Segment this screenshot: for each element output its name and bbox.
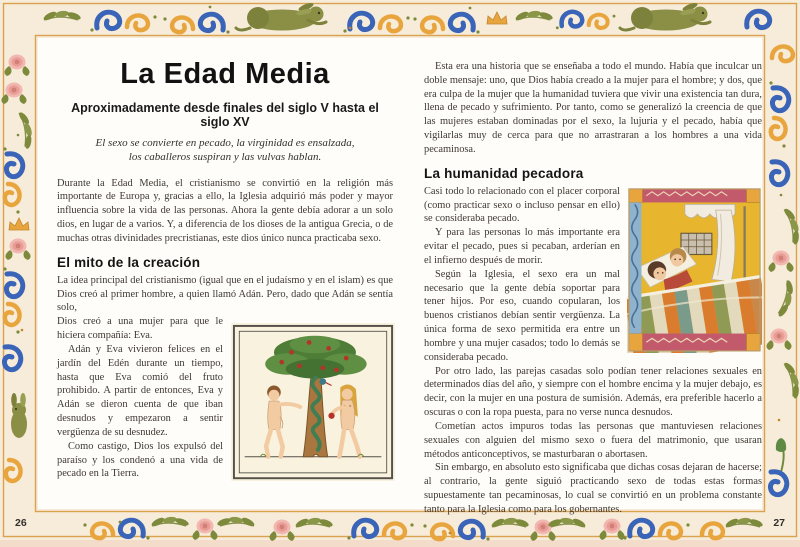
creation-paragraph-1: La idea principal del cristianismo (igual que en el judaísmo y en el islam) es que Dios creó al primer hombre, a quien llamó Adán. Pero, dado que Adán se sentía solo, (57, 274, 393, 314)
adam-eve-illustration-svg (231, 323, 395, 481)
creation-wrap-row (57, 315, 393, 481)
page-title: La Edad Media (120, 58, 330, 90)
tagline-line-1: El sexo se convierte en pecado, la virginidad es ensalzada, (95, 137, 355, 149)
tagline (57, 136, 393, 165)
sinful-text-column (424, 185, 620, 365)
sinful-paragraph-5: Cometían actos impuros todas las personas que mantuviesen relaciones sexuales con alguien del mismo sexo o fuera del matrimonio, que usaran métodos anticonceptivos, se masturbaran o abortasen. (424, 420, 762, 460)
sinful-paragraph-3: Según la Iglesia, el sexo era un mal necesario que la gente debía soportar para tener hijos. Por eso, cuando copularan, los buenos cristianos debían sentir vergüenza. La única forma de sexo permitida era entre un hombre y una mujer casados; todo lo demás se consideraba pecado. (424, 268, 620, 363)
creation-paragraph-2: Dios creó a una mujer para que le hiciera compañía: Eva. (57, 316, 223, 342)
sinful-paragraph-1: Casi todo lo relacionado con el placer corporal (como practicar sexo o incluso pensar en ello) se consideraba pecado. (424, 185, 620, 225)
right-top-paragraph: Esta era una historia que se enseñaba a todo el mundo. Había que inculcar un doble mensaje: uno, que Dios había creado a la mujer para el hombre; y dos, que era culpa de la mujer que la humanidad tuviera que vivir una existencia tan dura, llena de pecado y sufrimiento. Por tanto, como se generalizó la creencia de que las mujeres estaban dominadas por el sexo, la lujuria y el pecado, había que vigilarlas muy de cerca para que no arrastraran a los hombres a una vida pecaminosa. (424, 61, 762, 155)
intro-paragraph: Durante la Edad Media, el cristianismo se convirtió en la religión más importante de Europa y, gracias a ello, la Iglesia adquirió más poder y mayor influencia sobre la vida de las personas. Ahora la gente debía adorar a un solo dios, en lugar de a varios. Y, a diferencia de los dioses de la antigua Grecia, o de muchas otras divinidades precristianas, este dios único nunca practicaba sexo. (57, 177, 393, 244)
page-number-right: 27 (773, 517, 785, 529)
tagline-line-2: los caballeros suspiran y las vulvas hablan. (128, 151, 322, 164)
section-heading-creation: El mito de la creación (57, 254, 201, 270)
page-right (400, 38, 763, 515)
creation-paragraph-3: Adán y Eva vivieron felices en el jardín del Edén durante un tiempo, hasta que Eva comió del fruto prohibido. A partir de entonces, Eva y Adán se dieron cuenta de que iban desnudos y empezaron a sentir vergüenza de su desnudez. (57, 343, 223, 438)
sinful-paragraph-4: Por otro lado, las parejas casadas solo podían tener relaciones sexuales en determinados días del año, y siempre con el hombre encima y la mujer debajo, es decir, con la mujer en una postura de sumisión. Además, era preferible hacerlo a oscuras o con la ropa puesta, para no verse nunca desnudos. (424, 365, 762, 419)
page-spread-area (38, 38, 763, 515)
creation-text-column (57, 315, 223, 481)
page-subtitle: Aproximadamente desde finales del siglo V hasta el siglo XV (71, 101, 379, 129)
adam-eve-illustration (231, 323, 395, 481)
page-number-left: 26 (15, 517, 27, 529)
sinful-wrap-row (424, 185, 762, 365)
section-heading-sinful: La humanidad pecadora (424, 165, 584, 181)
creation-paragraph-4: Como castigo, Dios los expulsó del paraíso y los condenó a una vida de pecado en la Tierra. (57, 440, 223, 480)
bed-scene-illustration-svg (627, 187, 762, 353)
bed-scene-illustration (627, 187, 762, 353)
sinful-paragraph-6: Sin embargo, en absoluto esto significaba que dichas cosas dejaran de hacerse; al contrario, la gente siguió practicando sexo de todas estas formas supuestamente tan pecaminosas, lo cual se convirtió en un problema constante tanto para la Iglesia como para los gobernantes. (424, 462, 763, 515)
sinful-paragraph-2: Y para las personas lo más importante era evitar el pecado, pues si pecaban, arderían en el infierno después de morir. (424, 227, 620, 266)
page-left (38, 38, 400, 509)
